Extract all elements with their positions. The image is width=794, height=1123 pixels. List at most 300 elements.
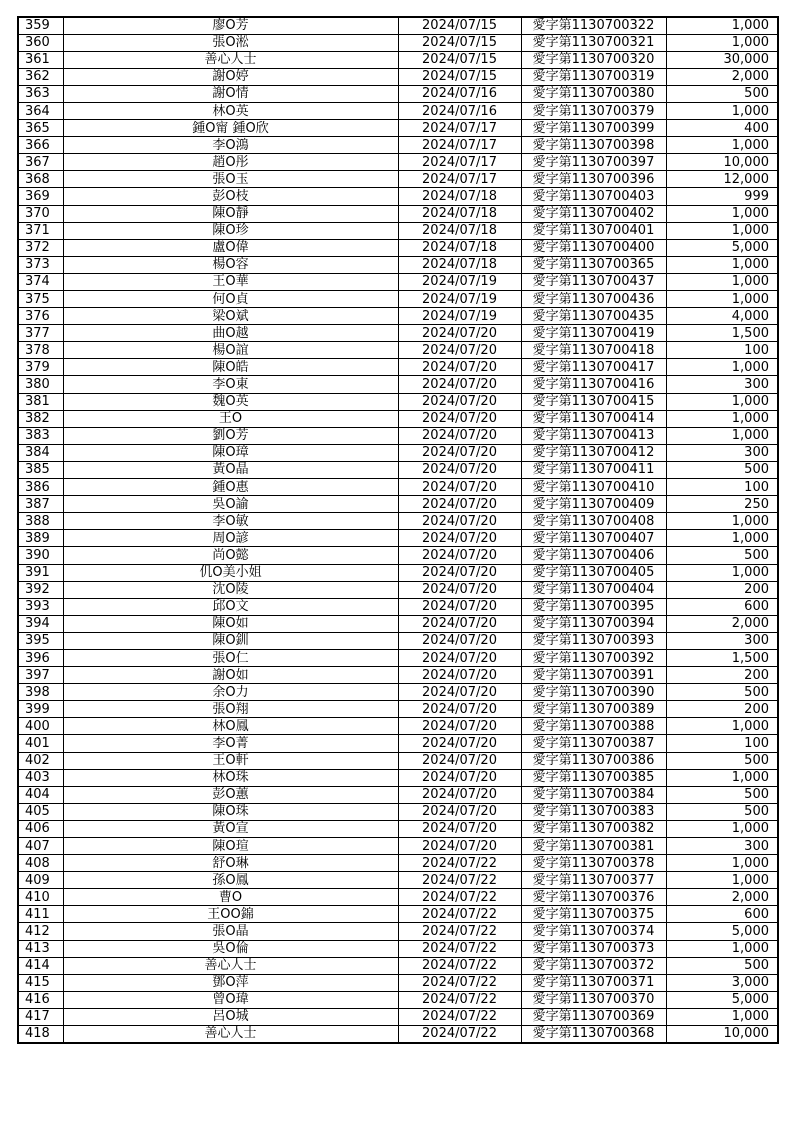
table-row — [18, 786, 778, 803]
donation-amount: 300 — [666, 444, 778, 461]
donation-amount: 1,000 — [666, 291, 778, 308]
table-row — [18, 444, 778, 461]
receipt-number: 愛字第1130700368 — [521, 1026, 666, 1043]
table-row — [18, 718, 778, 735]
receipt-number: 愛字第1130700395 — [521, 598, 666, 615]
donor-name: 曲O越 — [63, 325, 398, 342]
donor-name: 周O諺 — [63, 530, 398, 547]
donor-name: 呂O城 — [63, 1008, 398, 1025]
receipt-number: 愛字第1130700436 — [521, 291, 666, 308]
table-row — [18, 68, 778, 85]
donation-amount: 300 — [666, 838, 778, 855]
receipt-number: 愛字第1130700392 — [521, 649, 666, 666]
donation-date: 2024/07/20 — [398, 803, 521, 820]
donation-date: 2024/07/20 — [398, 325, 521, 342]
donation-amount: 500 — [666, 752, 778, 769]
donation-amount: 200 — [666, 701, 778, 718]
donation-table-body — [18, 17, 778, 1043]
donor-name: 劉O芳 — [63, 427, 398, 444]
receipt-number: 愛字第1130700407 — [521, 530, 666, 547]
receipt-number: 愛字第1130700404 — [521, 581, 666, 598]
row-number: 414 — [18, 957, 63, 974]
receipt-number: 愛字第1130700376 — [521, 889, 666, 906]
table-row — [18, 615, 778, 632]
donation-date: 2024/07/20 — [398, 632, 521, 649]
receipt-number: 愛字第1130700409 — [521, 496, 666, 513]
donation-amount: 1,000 — [666, 564, 778, 581]
row-number: 413 — [18, 940, 63, 957]
donation-amount: 1,000 — [666, 820, 778, 837]
donation-date: 2024/07/20 — [398, 444, 521, 461]
table-row — [18, 308, 778, 325]
table-row — [18, 735, 778, 752]
table-row — [18, 820, 778, 837]
table-row — [18, 291, 778, 308]
receipt-number: 愛字第1130700393 — [521, 632, 666, 649]
donor-name: 陳O皓 — [63, 359, 398, 376]
donor-name: 善心人士 — [63, 957, 398, 974]
donation-date: 2024/07/22 — [398, 872, 521, 889]
table-row — [18, 940, 778, 957]
receipt-number: 愛字第1130700379 — [521, 102, 666, 119]
donation-amount: 1,500 — [666, 325, 778, 342]
receipt-number: 愛字第1130700370 — [521, 991, 666, 1008]
donor-name: 邱O文 — [63, 598, 398, 615]
receipt-number: 愛字第1130700377 — [521, 872, 666, 889]
row-number: 391 — [18, 564, 63, 581]
receipt-number: 愛字第1130700417 — [521, 359, 666, 376]
donor-name: 陳O璋 — [63, 444, 398, 461]
donor-name: 謝O情 — [63, 85, 398, 102]
row-number: 396 — [18, 649, 63, 666]
donation-date: 2024/07/20 — [398, 547, 521, 564]
receipt-number: 愛字第1130700322 — [521, 17, 666, 34]
donation-date: 2024/07/15 — [398, 51, 521, 68]
donation-amount: 1,000 — [666, 1008, 778, 1025]
donation-amount: 1,000 — [666, 137, 778, 154]
row-number: 374 — [18, 273, 63, 290]
receipt-number: 愛字第1130700319 — [521, 68, 666, 85]
receipt-number: 愛字第1130700410 — [521, 479, 666, 496]
row-number: 377 — [18, 325, 63, 342]
donor-name: 張O翔 — [63, 701, 398, 718]
donation-amount: 12,000 — [666, 171, 778, 188]
row-number: 370 — [18, 205, 63, 222]
donation-amount: 200 — [666, 667, 778, 684]
donor-name: 余O力 — [63, 684, 398, 701]
receipt-number: 愛字第1130700408 — [521, 513, 666, 530]
receipt-number: 愛字第1130700391 — [521, 667, 666, 684]
row-number: 401 — [18, 735, 63, 752]
donation-date: 2024/07/15 — [398, 17, 521, 34]
donation-date: 2024/07/20 — [398, 342, 521, 359]
table-row — [18, 769, 778, 786]
donation-date: 2024/07/20 — [398, 786, 521, 803]
table-row — [18, 34, 778, 51]
receipt-number: 愛字第1130700397 — [521, 154, 666, 171]
table-row — [18, 205, 778, 222]
receipt-number: 愛字第1130700385 — [521, 769, 666, 786]
row-number: 397 — [18, 667, 63, 684]
donation-date: 2024/07/20 — [398, 752, 521, 769]
table-row — [18, 752, 778, 769]
row-number: 405 — [18, 803, 63, 820]
receipt-number: 愛字第1130700372 — [521, 957, 666, 974]
donation-date: 2024/07/20 — [398, 479, 521, 496]
donation-amount: 1,000 — [666, 872, 778, 889]
row-number: 410 — [18, 889, 63, 906]
table-row — [18, 171, 778, 188]
donor-name: 梁O斌 — [63, 308, 398, 325]
row-number: 407 — [18, 838, 63, 855]
donation-date: 2024/07/19 — [398, 308, 521, 325]
donation-amount: 1,000 — [666, 393, 778, 410]
receipt-number: 愛字第1130700400 — [521, 239, 666, 256]
donation-amount: 500 — [666, 684, 778, 701]
donor-name: 彭O枝 — [63, 188, 398, 205]
donation-amount: 100 — [666, 479, 778, 496]
receipt-number: 愛字第1130700381 — [521, 838, 666, 855]
donor-name: 善心人士 — [63, 1026, 398, 1043]
donor-name: 張O玉 — [63, 171, 398, 188]
donation-amount: 1,000 — [666, 769, 778, 786]
table-row — [18, 564, 778, 581]
receipt-number: 愛字第1130700418 — [521, 342, 666, 359]
row-number: 376 — [18, 308, 63, 325]
row-number: 365 — [18, 120, 63, 137]
donor-name: 楊O誼 — [63, 342, 398, 359]
donation-amount: 1,000 — [666, 410, 778, 427]
row-number: 398 — [18, 684, 63, 701]
receipt-number: 愛字第1130700412 — [521, 444, 666, 461]
table-row — [18, 872, 778, 889]
row-number: 364 — [18, 102, 63, 119]
donation-date: 2024/07/20 — [398, 496, 521, 513]
donation-amount: 1,000 — [666, 17, 778, 34]
row-number: 395 — [18, 632, 63, 649]
row-number: 366 — [18, 137, 63, 154]
receipt-number: 愛字第1130700365 — [521, 256, 666, 273]
donation-amount: 2,000 — [666, 889, 778, 906]
donor-name: 李O菁 — [63, 735, 398, 752]
row-number: 403 — [18, 769, 63, 786]
row-number: 389 — [18, 530, 63, 547]
row-number: 360 — [18, 34, 63, 51]
row-number: 390 — [18, 547, 63, 564]
table-row — [18, 256, 778, 273]
donation-date: 2024/07/22 — [398, 923, 521, 940]
donor-name: 王OO錦 — [63, 906, 398, 923]
donation-date: 2024/07/20 — [398, 667, 521, 684]
row-number: 379 — [18, 359, 63, 376]
donor-name: 仉O美小姐 — [63, 564, 398, 581]
receipt-number: 愛字第1130700398 — [521, 137, 666, 154]
donor-name: 陳O靜 — [63, 205, 398, 222]
donation-amount: 10,000 — [666, 154, 778, 171]
table-row — [18, 325, 778, 342]
donation-amount: 1,000 — [666, 855, 778, 872]
row-number: 394 — [18, 615, 63, 632]
donation-date: 2024/07/20 — [398, 615, 521, 632]
donation-date: 2024/07/20 — [398, 838, 521, 855]
donor-name: 黃O晶 — [63, 461, 398, 478]
table-row — [18, 102, 778, 119]
donation-date: 2024/07/18 — [398, 256, 521, 273]
donor-name: 王O華 — [63, 273, 398, 290]
table-row — [18, 51, 778, 68]
donation-date: 2024/07/22 — [398, 940, 521, 957]
donor-name: 曹O — [63, 889, 398, 906]
row-number: 404 — [18, 786, 63, 803]
donation-date: 2024/07/20 — [398, 684, 521, 701]
table-row — [18, 513, 778, 530]
donor-name: 陳O釧 — [63, 632, 398, 649]
donor-name: 廖O芳 — [63, 17, 398, 34]
table-row — [18, 427, 778, 444]
receipt-number: 愛字第1130700394 — [521, 615, 666, 632]
donation-date: 2024/07/22 — [398, 957, 521, 974]
donation-amount: 1,000 — [666, 513, 778, 530]
receipt-number: 愛字第1130700389 — [521, 701, 666, 718]
donation-amount: 500 — [666, 786, 778, 803]
donation-amount: 1,000 — [666, 718, 778, 735]
donation-date: 2024/07/22 — [398, 974, 521, 991]
donation-amount: 500 — [666, 461, 778, 478]
donation-date: 2024/07/22 — [398, 1008, 521, 1025]
donation-amount: 600 — [666, 598, 778, 615]
donation-date: 2024/07/22 — [398, 1026, 521, 1043]
row-number: 399 — [18, 701, 63, 718]
donor-name: 吳O諭 — [63, 496, 398, 513]
donation-amount: 500 — [666, 957, 778, 974]
donation-amount: 250 — [666, 496, 778, 513]
donation-amount: 500 — [666, 803, 778, 820]
donation-amount: 4,000 — [666, 308, 778, 325]
table-row — [18, 803, 778, 820]
donation-amount: 1,500 — [666, 649, 778, 666]
donation-date: 2024/07/18 — [398, 188, 521, 205]
receipt-number: 愛字第1130700386 — [521, 752, 666, 769]
row-number: 393 — [18, 598, 63, 615]
receipt-number: 愛字第1130700413 — [521, 427, 666, 444]
donor-name: 尚O懿 — [63, 547, 398, 564]
table-row — [18, 838, 778, 855]
receipt-number: 愛字第1130700405 — [521, 564, 666, 581]
table-row — [18, 154, 778, 171]
row-number: 380 — [18, 376, 63, 393]
receipt-number: 愛字第1130700396 — [521, 171, 666, 188]
donor-name: 王O軒 — [63, 752, 398, 769]
donation-table — [17, 16, 779, 1044]
row-number: 383 — [18, 427, 63, 444]
row-number: 362 — [18, 68, 63, 85]
donation-amount: 3,000 — [666, 974, 778, 991]
donor-name: 李O東 — [63, 376, 398, 393]
donation-amount: 300 — [666, 632, 778, 649]
row-number: 416 — [18, 991, 63, 1008]
donation-date: 2024/07/20 — [398, 359, 521, 376]
donation-date: 2024/07/18 — [398, 205, 521, 222]
donor-name: 林O鳳 — [63, 718, 398, 735]
donor-name: 李O敏 — [63, 513, 398, 530]
donation-amount: 5,000 — [666, 239, 778, 256]
table-row — [18, 461, 778, 478]
table-row — [18, 991, 778, 1008]
row-number: 371 — [18, 222, 63, 239]
table-row — [18, 923, 778, 940]
donation-date: 2024/07/20 — [398, 513, 521, 530]
donation-amount: 1,000 — [666, 102, 778, 119]
donation-amount: 30,000 — [666, 51, 778, 68]
donor-name: 鍾O惠 — [63, 479, 398, 496]
donor-name: 吳O倫 — [63, 940, 398, 957]
receipt-number: 愛字第1130700384 — [521, 786, 666, 803]
receipt-number: 愛字第1130700388 — [521, 718, 666, 735]
donor-name: 鄧O萍 — [63, 974, 398, 991]
table-row — [18, 581, 778, 598]
table-row — [18, 359, 778, 376]
donation-date: 2024/07/15 — [398, 68, 521, 85]
donor-name: 盧O偉 — [63, 239, 398, 256]
table-row — [18, 667, 778, 684]
donation-date: 2024/07/20 — [398, 769, 521, 786]
donation-amount: 1,000 — [666, 359, 778, 376]
donor-name: 張O晶 — [63, 923, 398, 940]
donor-name: 謝O如 — [63, 667, 398, 684]
donor-name: 趙O彤 — [63, 154, 398, 171]
receipt-number: 愛字第1130700320 — [521, 51, 666, 68]
donation-amount: 1,000 — [666, 530, 778, 547]
table-row — [18, 120, 778, 137]
row-number: 375 — [18, 291, 63, 308]
donor-name: 林O英 — [63, 102, 398, 119]
row-number: 409 — [18, 872, 63, 889]
donor-name: 張O淞 — [63, 34, 398, 51]
table-row — [18, 376, 778, 393]
donation-amount: 1,000 — [666, 940, 778, 957]
donation-amount: 100 — [666, 342, 778, 359]
receipt-number: 愛字第1130700406 — [521, 547, 666, 564]
donor-name: 張O仁 — [63, 649, 398, 666]
donation-date: 2024/07/17 — [398, 171, 521, 188]
table-row — [18, 906, 778, 923]
row-number: 361 — [18, 51, 63, 68]
table-row — [18, 1008, 778, 1025]
table-row — [18, 496, 778, 513]
donation-amount: 1,000 — [666, 256, 778, 273]
donation-amount: 500 — [666, 547, 778, 564]
receipt-number: 愛字第1130700387 — [521, 735, 666, 752]
donation-date: 2024/07/16 — [398, 102, 521, 119]
donor-name: 陳O瑄 — [63, 838, 398, 855]
donor-name: 魏O英 — [63, 393, 398, 410]
donation-date: 2024/07/15 — [398, 34, 521, 51]
donation-amount: 5,000 — [666, 991, 778, 1008]
donor-name: 鍾O甯 鍾O欣 — [63, 120, 398, 137]
receipt-number: 愛字第1130700369 — [521, 1008, 666, 1025]
row-number: 417 — [18, 1008, 63, 1025]
donation-date: 2024/07/22 — [398, 855, 521, 872]
receipt-number: 愛字第1130700374 — [521, 923, 666, 940]
donor-name: 林O珠 — [63, 769, 398, 786]
donor-name: 黃O宣 — [63, 820, 398, 837]
row-number: 382 — [18, 410, 63, 427]
row-number: 381 — [18, 393, 63, 410]
donation-date: 2024/07/22 — [398, 889, 521, 906]
row-number: 385 — [18, 461, 63, 478]
donor-name: 孫O鳳 — [63, 872, 398, 889]
donor-name: 陳O如 — [63, 615, 398, 632]
row-number: 369 — [18, 188, 63, 205]
row-number: 406 — [18, 820, 63, 837]
receipt-number: 愛字第1130700390 — [521, 684, 666, 701]
table-row — [18, 649, 778, 666]
donor-name: 何O貞 — [63, 291, 398, 308]
table-row — [18, 222, 778, 239]
table-row — [18, 137, 778, 154]
row-number: 402 — [18, 752, 63, 769]
donation-amount: 300 — [666, 376, 778, 393]
donation-date: 2024/07/20 — [398, 735, 521, 752]
donation-date: 2024/07/20 — [398, 820, 521, 837]
receipt-number: 愛字第1130700378 — [521, 855, 666, 872]
receipt-number: 愛字第1130700414 — [521, 410, 666, 427]
table-row — [18, 974, 778, 991]
table-row — [18, 684, 778, 701]
donation-amount: 10,000 — [666, 1026, 778, 1043]
donation-date: 2024/07/20 — [398, 701, 521, 718]
table-row — [18, 701, 778, 718]
donation-amount: 1,000 — [666, 427, 778, 444]
donation-date: 2024/07/17 — [398, 120, 521, 137]
donation-date: 2024/07/20 — [398, 376, 521, 393]
receipt-number: 愛字第1130700437 — [521, 273, 666, 290]
donation-amount: 1,000 — [666, 205, 778, 222]
donor-name: 曾O瑋 — [63, 991, 398, 1008]
table-row — [18, 85, 778, 102]
row-number: 412 — [18, 923, 63, 940]
donor-name: 舒O琳 — [63, 855, 398, 872]
donation-amount: 400 — [666, 120, 778, 137]
table-row — [18, 17, 778, 34]
donation-amount: 1,000 — [666, 222, 778, 239]
donation-date: 2024/07/20 — [398, 649, 521, 666]
donation-amount: 5,000 — [666, 923, 778, 940]
donation-date: 2024/07/22 — [398, 991, 521, 1008]
donor-name: 沈O陵 — [63, 581, 398, 598]
donation-amount: 2,000 — [666, 68, 778, 85]
row-number: 363 — [18, 85, 63, 102]
donation-amount: 600 — [666, 906, 778, 923]
donation-amount: 999 — [666, 188, 778, 205]
row-number: 387 — [18, 496, 63, 513]
row-number: 388 — [18, 513, 63, 530]
donor-name: 李O鴻 — [63, 137, 398, 154]
row-number: 418 — [18, 1026, 63, 1043]
receipt-number: 愛字第1130700373 — [521, 940, 666, 957]
table-row — [18, 479, 778, 496]
row-number: 378 — [18, 342, 63, 359]
donor-name: 善心人士 — [63, 51, 398, 68]
donation-date: 2024/07/19 — [398, 291, 521, 308]
table-row — [18, 188, 778, 205]
table-row — [18, 855, 778, 872]
row-number: 415 — [18, 974, 63, 991]
table-row — [18, 393, 778, 410]
table-row — [18, 530, 778, 547]
donation-amount: 2,000 — [666, 615, 778, 632]
row-number: 411 — [18, 906, 63, 923]
